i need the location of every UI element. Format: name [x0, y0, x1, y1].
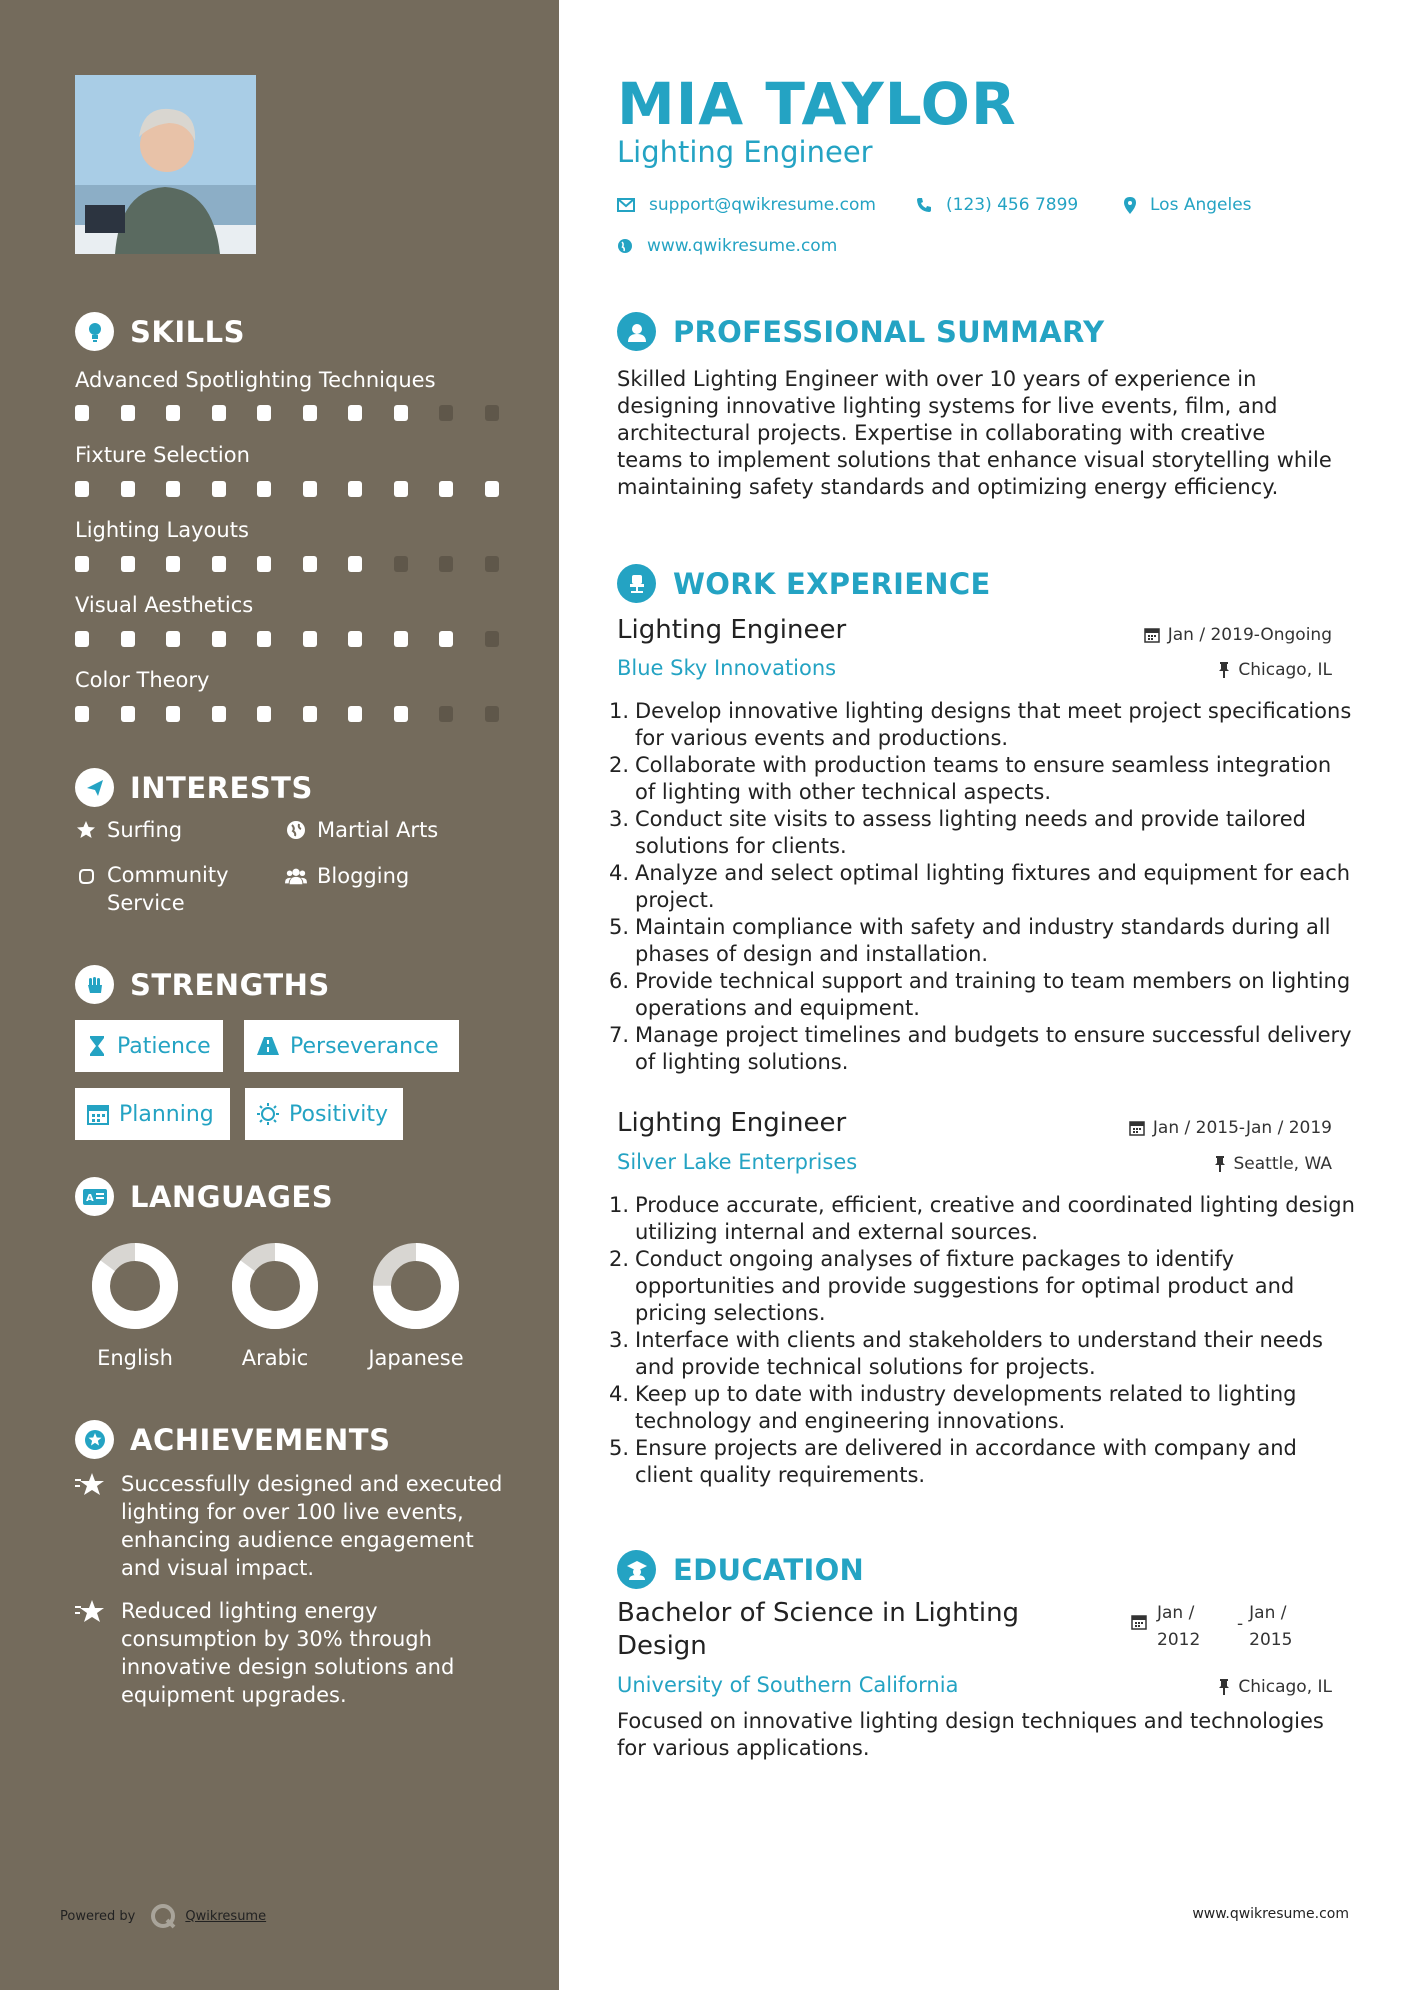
skills-heading — [75, 312, 245, 351]
phone-icon — [916, 197, 932, 213]
achievements-title: ACHIEVEMENTS — [130, 1422, 391, 1457]
duty-number: 4. — [609, 1382, 630, 1406]
rating-dot-filled — [257, 706, 271, 722]
duty-number: 5. — [609, 915, 630, 939]
rating-dot-filled — [303, 706, 317, 722]
language-ring — [91, 1242, 179, 1330]
rating-dot-filled — [348, 405, 362, 421]
duty-item — [609, 1022, 1357, 1076]
education-degree: Bachelor of Science in Lighting Design — [617, 1598, 1020, 1661]
work-heading — [617, 564, 991, 603]
skill-rating — [75, 631, 530, 647]
rating-dot-filled — [121, 706, 135, 722]
work-title: WORK EXPERIENCE — [673, 566, 991, 601]
language-ring — [372, 1242, 460, 1330]
language-item — [65, 1242, 205, 1370]
duty-item — [609, 914, 1357, 968]
rating-dot-filled — [394, 631, 408, 647]
rating-dot-filled — [348, 481, 362, 497]
rating-dot-filled — [348, 556, 362, 572]
star-icon — [75, 818, 97, 840]
education-location — [1218, 1677, 1332, 1697]
duty-text: Ensure projects are delivered in accordance with company and client quality requirements. — [635, 1436, 1297, 1487]
rating-dot-filled — [394, 706, 408, 722]
rating-dot-filled — [75, 706, 89, 722]
education-end: Jan / 2015 — [1249, 1603, 1293, 1650]
rating-dot-filled — [121, 405, 135, 421]
strength-badge — [245, 1088, 403, 1140]
duty-item — [609, 1381, 1357, 1435]
rating-dot-filled — [439, 481, 453, 497]
rating-dot-filled — [75, 556, 89, 572]
language-item — [205, 1242, 345, 1370]
skill-name: Advanced Spotlighting Techniques — [75, 368, 436, 392]
rating-dot-empty — [485, 405, 499, 421]
duty-text: Interface with clients and stakeholders to understand their needs and provide technical solutions for projects. — [635, 1328, 1323, 1379]
strength-badge — [244, 1020, 459, 1072]
achievement-item — [75, 1597, 505, 1709]
rating-dot-filled — [166, 405, 180, 421]
qwikresume-logo-icon — [149, 1902, 177, 1930]
duty-number: 5. — [609, 1436, 630, 1460]
rating-dot-filled — [212, 706, 226, 722]
rating-dot-empty — [485, 556, 499, 572]
strength-label: Positivity — [289, 1101, 389, 1127]
website-link[interactable]: www.qwikresume.com — [647, 236, 838, 256]
contact-email — [617, 195, 876, 215]
summary-heading — [617, 312, 1104, 351]
duty-text: Conduct ongoing analyses of fixture packages to identify opportunities and provide suggestions for optimal product and pricing selections. — [635, 1247, 1295, 1325]
education-dates — [1131, 1600, 1301, 1654]
rating-dot-empty — [485, 631, 499, 647]
language-label: Japanese — [368, 1346, 464, 1370]
calendar-icon — [1129, 1120, 1145, 1136]
interests-title: INTERESTS — [130, 770, 313, 805]
duty-text: Keep up to date with industry developments related to lighting technology and engineering innovations. — [635, 1382, 1297, 1433]
duty-item — [609, 968, 1357, 1022]
rating-dot-filled — [212, 631, 226, 647]
contact-location — [1124, 195, 1252, 215]
candidate-name: MIA TAYLOR — [617, 70, 1017, 138]
job-location — [1218, 660, 1332, 680]
email-link[interactable]: support@qwikresume.com — [649, 195, 876, 215]
rating-dot-filled — [212, 556, 226, 572]
duty-item — [609, 752, 1357, 806]
contact-phone — [916, 195, 1078, 215]
date-separator: - — [1237, 1614, 1244, 1634]
duty-number: 1. — [609, 1193, 630, 1217]
interest-label: Blogging — [317, 864, 410, 888]
job-company: Silver Lake Enterprises — [617, 1150, 858, 1174]
achievement-item — [75, 1470, 505, 1582]
job-dates — [1129, 1118, 1332, 1138]
award-icon — [75, 1420, 114, 1459]
skill-rating — [75, 405, 530, 421]
duty-number: 2. — [609, 753, 630, 777]
duty-number: 3. — [609, 807, 630, 831]
rating-dot-empty — [485, 706, 499, 722]
strength-badge — [75, 1020, 223, 1072]
rating-dot-filled — [257, 556, 271, 572]
rating-dot-empty — [439, 405, 453, 421]
pushpin-icon — [1214, 1156, 1226, 1172]
duty-number: 3. — [609, 1328, 630, 1352]
office-chair-icon — [617, 564, 656, 603]
rating-dot-filled — [439, 631, 453, 647]
job-duties — [609, 698, 1357, 1076]
sun-icon — [257, 1103, 279, 1125]
strengths-heading — [75, 965, 330, 1004]
calendar-icon — [1144, 627, 1160, 643]
strength-label: Perseverance — [290, 1033, 439, 1059]
duty-text: Produce accurate, efficient, creative and coordinated lighting design utilizing internal and external sources. — [635, 1193, 1355, 1244]
education-location-text: Chicago, IL — [1238, 1677, 1332, 1697]
users-icon — [285, 864, 307, 886]
languages-heading — [75, 1177, 333, 1216]
job-duties — [609, 1192, 1357, 1489]
interest-label: Martial Arts — [317, 818, 439, 842]
duty-item — [609, 1435, 1357, 1489]
globe-icon — [285, 818, 307, 840]
rating-dot-filled — [303, 481, 317, 497]
rating-dot-filled — [257, 631, 271, 647]
education-start: Jan / 2012 — [1157, 1603, 1201, 1650]
duty-text: Collaborate with production teams to ensure seamless integration of lighting with other technical aspects. — [635, 753, 1332, 804]
interest-item — [285, 864, 409, 888]
duty-item — [609, 860, 1357, 914]
rating-dot-filled — [394, 481, 408, 497]
envelope-icon — [617, 198, 635, 212]
summary-text: Skilled Lighting Engineer with over 10 years of experience in designing innovative lighting systems for live events, film, and architectural projects. Expertise in collaborating with creative teams to implement solutions that enhance visual storytelling while maintaining safety standards and optimizing energy efficiency. — [617, 367, 1332, 499]
strengths-title: STRENGTHS — [130, 967, 330, 1002]
strength-label: Planning — [119, 1101, 214, 1127]
duty-item — [609, 1246, 1357, 1327]
rating-dot-filled — [121, 481, 135, 497]
rating-dot-filled — [348, 706, 362, 722]
road-icon — [256, 1036, 280, 1056]
achievement-text: Reduced lighting energy consumption by 30% through innovative design solutions and equipment upgrades. — [121, 1599, 455, 1707]
lightbulb-icon — [75, 312, 114, 351]
rating-dot-filled — [303, 631, 317, 647]
candidate-role: Lighting Engineer — [617, 135, 873, 169]
education-heading — [617, 1550, 864, 1589]
rating-dot-filled — [75, 405, 89, 421]
strength-label: Patience — [117, 1033, 211, 1059]
achievement-text: Successfully designed and executed lighting for over 100 live events, enhancing audience engagement and visual impact. — [121, 1472, 503, 1580]
user-icon — [617, 312, 656, 351]
interest-label: Community Service — [107, 863, 229, 915]
job-dates — [1144, 625, 1332, 645]
job-location-text: Chicago, IL — [1238, 660, 1332, 680]
skill-rating — [75, 481, 530, 497]
duty-number: 6. — [609, 969, 630, 993]
job-location — [1214, 1154, 1333, 1174]
skill-name: Visual Aesthetics — [75, 593, 254, 617]
job-dates-text: Jan / 2019-Ongoing — [1167, 625, 1332, 645]
duty-number: 7. — [609, 1023, 630, 1047]
languages-title: LANGUAGES — [130, 1179, 334, 1214]
skills-title: SKILLS — [130, 314, 245, 349]
job-dates-text: Jan / 2015-Jan / 2019 — [1152, 1118, 1332, 1138]
rating-dot-filled — [166, 556, 180, 572]
rating-dot-empty — [439, 556, 453, 572]
hand-icon — [75, 864, 97, 886]
strength-badge — [75, 1088, 230, 1140]
duty-text: Manage project timelines and budgets to ensure successful delivery of lighting solutions. — [635, 1023, 1352, 1074]
skill-name: Color Theory — [75, 668, 210, 692]
rating-dot-empty — [394, 556, 408, 572]
skill-rating — [75, 556, 530, 572]
skill-name: Lighting Layouts — [75, 518, 249, 542]
duty-number: 4. — [609, 861, 630, 885]
education-school: University of Southern California — [617, 1673, 959, 1697]
interests-heading — [75, 768, 313, 807]
duty-text: Maintain compliance with safety and industry standards during all phases of design and installation. — [635, 915, 1331, 966]
rating-dot-filled — [348, 631, 362, 647]
powered-by-brand-link[interactable]: Qwikresume — [185, 1908, 267, 1924]
rating-dot-filled — [303, 556, 317, 572]
language-icon — [75, 1177, 114, 1216]
location-text: Los Angeles — [1150, 195, 1252, 215]
interest-item — [285, 818, 438, 842]
language-ring — [231, 1242, 319, 1330]
pushpin-icon — [1218, 1679, 1230, 1695]
svg-text:A: A — [85, 1192, 94, 1204]
rating-dot-filled — [121, 556, 135, 572]
paper-plane-icon — [75, 768, 114, 807]
calendar-icon — [1131, 1614, 1147, 1630]
duty-item — [609, 1192, 1357, 1246]
education-title: EDUCATION — [673, 1552, 865, 1587]
skill-rating — [75, 706, 530, 722]
rating-dot-filled — [394, 405, 408, 421]
rating-dot-filled — [257, 481, 271, 497]
duty-number: 1. — [609, 699, 630, 723]
rating-dot-filled — [303, 405, 317, 421]
summary-title: PROFESSIONAL SUMMARY — [673, 314, 1105, 349]
star-award-icon — [75, 1597, 109, 1709]
job-title: Lighting Engineer — [617, 1108, 847, 1138]
rating-dot-filled — [485, 481, 499, 497]
map-pin-icon — [1124, 197, 1136, 214]
job-title: Lighting Engineer — [617, 615, 847, 645]
job-location-text: Seattle, WA — [1233, 1154, 1332, 1174]
powered-by — [60, 1902, 266, 1930]
rating-dot-filled — [75, 631, 89, 647]
main-content — [559, 0, 1407, 1990]
language-item — [346, 1242, 486, 1370]
duty-item — [609, 698, 1357, 752]
rating-dot-filled — [212, 405, 226, 421]
rating-dot-filled — [166, 706, 180, 722]
pushpin-icon — [1218, 662, 1230, 678]
rating-dot-filled — [166, 631, 180, 647]
powered-by-text: Powered by — [60, 1908, 136, 1924]
language-label: Arabic — [241, 1346, 309, 1370]
duty-item — [609, 1327, 1357, 1381]
interest-label: Surfing — [107, 818, 183, 842]
duty-number: 2. — [609, 1247, 630, 1271]
interest-item — [75, 864, 265, 917]
achievements-heading — [75, 1420, 390, 1459]
skill-name: Fixture Selection — [75, 443, 250, 467]
rating-dot-filled — [75, 481, 89, 497]
footer-website[interactable]: www.qwikresume.com — [1192, 1906, 1349, 1922]
hourglass-icon — [87, 1035, 107, 1057]
duty-text: Provide technical support and training to team members on lighting operations and equipment. — [635, 969, 1351, 1020]
graduate-icon — [617, 1550, 656, 1589]
rating-dot-filled — [166, 481, 180, 497]
interest-item — [75, 818, 182, 842]
duty-text: Conduct site visits to assess lighting needs and provide tailored solutions for clients. — [635, 807, 1306, 858]
rating-dot-filled — [257, 405, 271, 421]
calendar-icon — [87, 1103, 109, 1125]
star-award-icon — [75, 1470, 109, 1582]
sidebar — [0, 0, 559, 1990]
fist-icon — [75, 965, 114, 1004]
duty-item — [609, 806, 1357, 860]
language-label: English — [97, 1346, 173, 1370]
rating-dot-filled — [212, 481, 226, 497]
duty-text: Develop innovative lighting designs that meet project specifications for various events and productions. — [635, 699, 1352, 750]
education-description: Focused on innovative lighting design techniques and technologies for various applications. — [617, 1709, 1324, 1760]
job-company: Blue Sky Innovations — [617, 656, 837, 680]
duty-text: Analyze and select optimal lighting fixtures and equipment for each project. — [635, 861, 1351, 912]
phone-text: (123) 456 7899 — [946, 195, 1079, 215]
profile-photo — [75, 75, 256, 254]
rating-dot-empty — [439, 706, 453, 722]
globe-icon — [617, 238, 633, 254]
contact-website — [617, 236, 837, 256]
rating-dot-filled — [121, 631, 135, 647]
